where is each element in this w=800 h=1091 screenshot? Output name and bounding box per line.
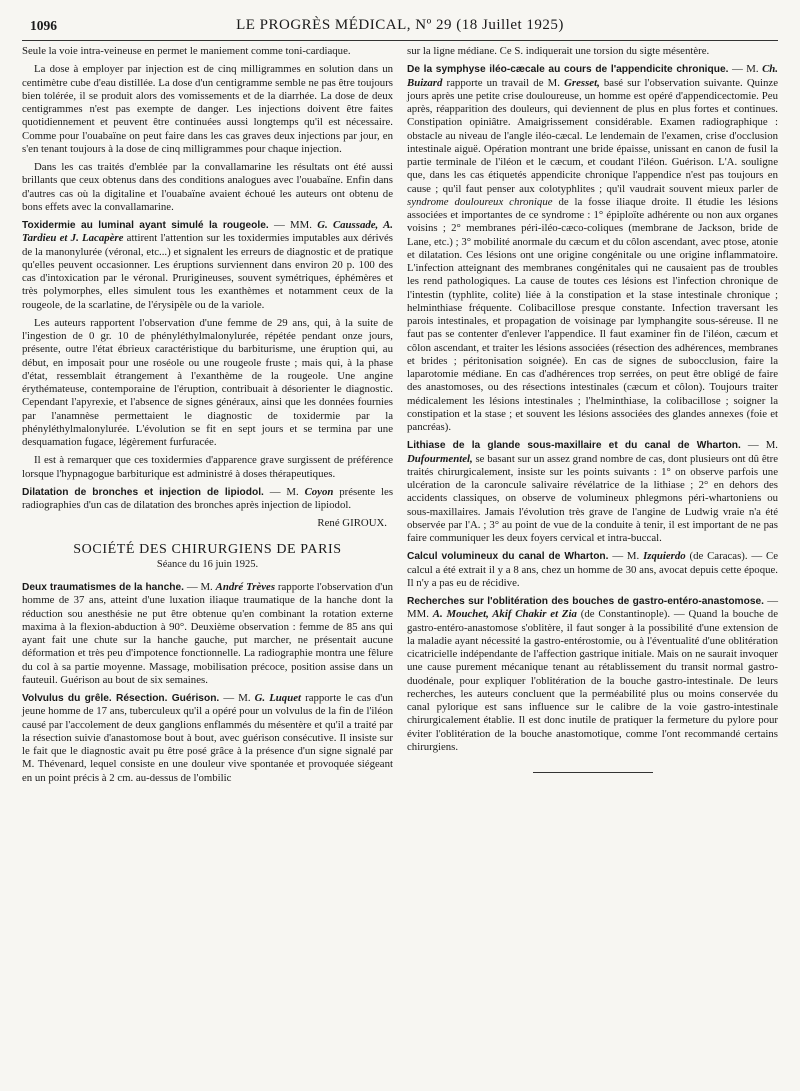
article-title: Toxidermie au luminal ayant simulé la rougeole.	[22, 220, 269, 231]
article-lithiase: Lithiase de la glande sous-maxillaire et du canal de Wharton. — M. Dufourmentel, se basant sur un assez grand nombre de cas, dont plusieurs ont dû être traités chirurgicalement, insiste sur les points suivants : 1° on observe parfois une ulcération de la caroncule salivaire révélatrice de la lithiase ; 2° en dehors des accidents classiques, on observe de volumineux phlegmons péri-whartoniens ou sous-maxillaires. Jamais l'évolution très grave de l'angine de Ludwig vraie n'a été observée par l'A. ; 3° au point de vue de la conduite à tenir, il est important de ne pas faire communiquer les deux foyers cervical et intra-buccal.	[407, 439, 779, 544]
article-text: (de Caracas). — Ce calcul a été extrait il y a 8 ans, chez un homme de 30 ans, avocat depuis cette époque. Il n'y a pas eu de récidive.	[407, 550, 779, 589]
article-authors: G. Caussade, A. Tardieu et J. Lacapère	[22, 219, 393, 245]
article-text: rapporte le cas d'un jeune homme de 17 ans, tuberculeux qu'il a opéré pour un volvulus de la fin de l'iléon causé par l'accolement de deux ganglions enflammés du mésentère et qu'il a traité par la résection suivie d'anastomose bout à bout, avec guérison consécutive. Il insiste sur le fait que le diagnostic avait pu être posé grâce à la présence d'un signe signalé par M. Thévenard, lequel consiste en une douleur vive spontanée et provoquée siégeant en un point précis à 2 cm. au-dessus de l'ombilic	[22, 692, 394, 784]
article-recherches: Recherches sur l'oblitération des bouches de gastro-entéro-anastomose. — MM. A. Mouchet, Akif Chakir et Zia (de Constantinople). — Quand la bouche de gastro-entéro-anastomose s'oblitère, il faut songer à la possibilité d'une extension de la maladie ayant nécessité la gastro-entérostomie, ou à l'éventualité d'une oblitération cicatricielle indépendante de l'affection gastrique initiale. Mais on ne saurait invoquer une cause purement mécanique tenant au rétablissement du transit normal gastro-duodénale, pour expliquer l'oblitération de la bouche gastro-intestinale. De leurs recherches, les auteurs concluent que la perméabilité plus ou moins conservée du canal pylorique est sans influence sur le calibre de la voie gastro-intestinale chirurgicalement établie. Il est donc inutile de pratiquer la fermeture du pylore pour éviter l'oblitération de la bouche anastomotique, comme l'ont recommandé certains chirurgiens.	[407, 595, 778, 753]
signature: René GIROUX.	[317, 517, 387, 530]
article-authors: Gresset,	[564, 76, 600, 89]
cases-paragraph: Dans les cas traités d'emblée par la convallamarine les résultats ont été aussi brillants que ceux obtenus dans des conditions analogues avec l'ouabaïne. Enfin dans d'autres cas où la digitaline et l'ouabaïne avaient échoué les auteurs ont obtenu de bons effets avec la convallamarine.	[22, 161, 393, 213]
article-text: présente les radiographies d'un cas de dilatation des bronches après injection de lipiodol.	[22, 485, 394, 511]
article-title: Lithiase de la glande sous-maxillaire et du canal de Wharton.	[407, 440, 741, 452]
society-title: SOCIÉTÉ DES CHIRURGIENS DE PARIS	[73, 541, 342, 557]
article-title: De la symphyse iléo-cæcale au cours de l'appendicite chronique.	[407, 64, 729, 76]
article-authors: Dufourmentel,	[407, 452, 473, 465]
article-text: de la fosse iliaque droite. Il étudie les lésions associées et importantes de ce syndrome : 1° épiploïte adhérente ou non aux organes voisins ; 2° membranes péri-iléo-cæco-coliques (membrane de Jackson, bride de Lane, etc.) ; 3° mobilité anormale du cæcum et du côlon ascendant, avec ptose, atonie et dilatation. Ces lésions ont une origine congénitale ou une origine inflammatoire. L'infection atteignant des membranes congénitales qui ne causaient pas de troubles les rend pathologiques. La cause de toutes ces lésions est l'infection chronique de l'intestin (typhlite, colite) liée à la constipation et la stase intestinale chronique ; helminthiase fréquente. Colibacillose presque constante. Infection traversant les parois intestinales, et propagation de voisinage par lymphangite sous-séreuse. Il ne faut pas se contenter d'enlever l'appendice. Il faut examiner fin de l'iléon, cæcum et côlon ascendant, et traiter les lésions associées (résection des adhérences, membranes et brides ; péritonisation soignée). En cas de signes de subocclusion, faire la laparotomie médiane. En cas d'adhérences trop serrées, on peut être obligé de faire des anastomoses, ou des résections intestinales (cæcum et côlon). Toujours traiter médicalement les lésions intestinales ; l'helminthiase, la colibacillose ; soigner la constipation et la stase ; et souvent les lésions associées des glandes annexes (foie et pancréas).	[407, 195, 778, 433]
journal-title: LE PROGRÈS MÉDICAL, Nº 29 (18 Juillet 1925)	[236, 17, 564, 33]
article-authors: Coyon	[304, 485, 334, 498]
page-number: 1096	[30, 18, 57, 33]
intro-continuation: Seule la voie intra-veineuse en permet le maniement comme toni-cardiaque.	[22, 45, 351, 57]
article-title: Deux traumatismes de la hanche.	[22, 582, 184, 593]
article-authors: A. Mouchet, Akif Chakir et Zia	[432, 608, 577, 621]
article-title: Calcul volumineux du canal de Wharton.	[407, 551, 609, 563]
article-volvulus: Volvulus du grêle. Résection. Guérison. — M. G. Luquet rapporte le cas d'un jeune homme de 17 ans, tuberculeux qu'il a opéré pour un volvulus de la fin de l'iléon causé par l'accolement de deux ganglions enflammés du mésentère et qu'il a traité par la résection suivie d'anastomose bout à bout, avec guérison consécutive. Il insiste sur le fait que le diagnostic avait pu être posé grâce à la présence d'un signe signalé par M. Thévenard, lequel consiste en une douleur vive spontanée et provoquée siégeant en un point précis à 2 cm. au-dessus de l'ombilic	[22, 692, 394, 784]
article-toxidermie: Toxidermie au luminal ayant simulé la rougeole. — MM. G. Caussade, A. Tardieu et J. Lacapère attirent l'attention sur les toxidermies imputables aux dérivés de la manonylurée (véronal, etc...) et signalent les erreurs de diagnostic et de pratique qu'elles peuvent occasionner. Les éruptions surviennent dans environ 20 p. 100 des cas d'intoxication par le véronal. Prurigineuses, souvent symétriques, éphémères et très polymorphes, elles simulent tous les exanthèmes et notamment ceux de la rougeole, de la scarlatine, de l'érysipèle ou de la variole.	[22, 219, 393, 311]
dose-paragraph: La dose à employer par injection est de cinq milligrammes en solution dans un centimètre cube d'eau distillée. La dose d'un centigramme semble ne pas être toujours bien tolérée, il se produit alors des vomissements et de la diarrhée. La dose de deux centigrammes n'est pas exempte de danger. Les injections doivent être faites quotidiennement et peuvent être continuées aussi longtemps qu'il est nécessaire. Comme pour l'ouabaïne on peut faire dans les cas graves deux injections par jour, en s'en tenant toujours à la dose de cinq milligrammes pour chaque injection.	[22, 63, 393, 155]
article-title: Dilatation de bronches et injection de lipiodol.	[22, 486, 264, 498]
article-text: basé sur l'observation suivante. Quinze jours après une petite crise douloureuse, un homme est opéré d'appendicectomie. Peu après, réapparition des douleurs, qui deviennent de plus en plus fortes et continues. Constipation opiniâtre. Amaigrissement considérable. Examen radiographique : obstacle au niveau de l'angle iléo-cæcal. Le lendemain de l'examen, crise d'occlusion intestinale aiguë. Opération montrant une bride épaisse, unissant en canon de fusil la partie terminale de l'iléon et le cæcum, et coudant l'iléon. Guérison. L'A. souligne que, dans les cas étiquetés appendicite chronique l'appendice n'est pas toujours en cause ; qu'il faut penser aux colotyphlites ; qu'il vaudrait souvent mieux parler de	[407, 76, 779, 195]
article-title: Volvulus du grêle. Résection. Guérison.	[22, 693, 220, 704]
article-authors: André Trèves	[215, 581, 276, 593]
article-authors: G. Luquet	[254, 692, 301, 704]
article-text: attirent l'attention sur les toxidermies imputables aux dérivés de la manonylurée (véronal, etc...) et signalent les erreurs de diagnostic et de pratique qu'elles peuvent occasionner. Les éruptions surviennent dans environ 20 p. 100 des cas d'intoxication par le véronal. Prurigineuses, souvent symétriques, éphémères et très polymorphes, elles simulent tous les exanthèmes et notamment ceux de la rougeole, de la scarlatine, de l'érysipèle ou de la variole.	[22, 232, 393, 311]
article-title: Recherches sur l'oblitération des bouches de gastro-entéro-anastomose.	[407, 596, 764, 607]
syndrome-term: syndrome douloureux chronique	[407, 195, 553, 208]
article-authors: Ch. Buizard	[407, 63, 778, 89]
article-hanche: Deux traumatismes de la hanche. — M. André Trèves rapporte l'observation d'un homme de 37 ans, atteint d'une luxation iliaque traumatique de la hanche dont la réduction sou anesthésie ne put être obtenue qu'en combinant la rotation externe maxima à la flexion-abduction à 90°. Deuxième observation : femme de 85 ans qui ayant fait une chute sur la hanche gauche, put marcher, ne présentait aucune déformation et très peu d'impotence fonctionnelle. La radiographie montra une fêlure du col à sa partie moyenne. Massage, mobilisation précoce, position assise dans un fauteuil. Guérison au bout de six semaines.	[22, 581, 394, 686]
page-header	[22, 14, 778, 41]
volvulus-continuation: sur la ligne médiane. Ce S. indiquerait une torsion du sigte mésentère.	[407, 45, 710, 57]
toxidermie-conclusion: Il est à remarquer que ces toxidermies d'apparence grave surgissent de préférence lorsque l'hypnagogue barbiturique est administré à doses thérapeutiques.	[22, 454, 393, 480]
article-calcul: Calcul volumineux du canal de Wharton. — M. Izquierdo (de Caracas). — Ce calcul a été extrait il y a 8 ans, chez un homme de 30 ans, avocat depuis cette époque. Il n'y a pas eu de récidive.	[407, 550, 779, 589]
right-column	[407, 45, 778, 790]
article-symphyse: De la symphyse iléo-cæcale au cours de l'appendicite chronique. — M. Ch. Buizard rapporte un travail de M. Gresset, basé sur l'observation suivante. Quinze jours après une petite crise douloureuse, un homme est opéré d'appendicectomie. Peu après, réapparition des douleurs, qui deviennent de plus en plus fortes et continues. Constipation opiniâtre. Amaigrissement considérable. Examen radiographique : obstacle au niveau de l'angle iléo-cæcal. Le lendemain de l'examen, crise d'occlusion intestinale aiguë. Opération montrant une bride épaisse, unissant en canon de fusil la partie terminale de l'iléon et le cæcum, et coudant l'iléon. Guérison. L'A. souligne que, dans les cas étiquetés appendicite chronique l'appendice n'est pas toujours en cause ; qu'il faut penser aux colotyphlites ; qu'il vaudrait souvent mieux parler de syndrome douloureux chronique de la fosse iliaque droite. Il étudie les lésions associées et importantes de ce syndrome : 1° épiploïte adhérente ou non aux organes voisins ; 2° membranes péri-iléo-cæco-coliques (membrane de Jackson, bride de Lane, etc.) ; 3° mobilité anormale du cæcum et du côlon ascendant, avec ptose, atonie et dilatation. Ces lésions ont une origine congénitale ou une origine inflammatoire. L'infection atteignant des membranes congénitales qui ne causaient pas de troubles les rend pathologiques. La cause de toutes ces lésions est l'infection chronique de l'intestin (typhlite, colite) liée à la constipation et la stase intestinale chronique ; helminthiase fréquente. Colibacillose presque constante. Infection traversant les parois intestinales, et propagation de voisinage par lymphangite sous-séreuse. Il ne faut pas se contenter d'enlever l'appendice. Il faut examiner fin de l'iléon, cæcum et côlon ascendant, et traiter les lésions associées (résection des adhérences, membranes et brides ; péritonisation soignée). En cas de signes de subocclusion, faire la laparotomie médiane. En cas d'adhérences trop serrées, on peut être obligé de faire des anastomoses, ou des résections intestinales (cæcum et côlon). Toujours traiter médicalement les lésions intestinales ; l'helminthiase, la colibacillose ; soigner la constipation et la stase ; et souvent les lésions associées des glandes annexes (foie et pancréas).	[407, 63, 779, 433]
two-column-body	[22, 45, 778, 790]
left-column	[22, 45, 393, 790]
toxidermie-case: Les auteurs rapportent l'observation d'une femme de 29 ans, qui, à la suite de l'ingestion de 0 gr. 10 de phényléthylmalonylurée, répétée pendant onze jours, présente, outre l'état ébrieux caractéristique du barbiturisme, une éruption qui, au début, en imposait pour une roséole ou une rougeole fruste ; mais qui, à la phase d'état, ressemblait étrangement à l'exanthème de la rougeole. Une angine érythémateuse, contemporaine de l'éruption, contribuait à désorienter le diagnostic. Cependant l'apyrexie, et l'absence de signes généraux, ainsi que les données fournies par l'anamnèse permettaient le diagnostic de toxidermie par la phényléthylmalonylurée. L'évolution se fit en sept jours et se termina par une desquamation fugace, légèrement furfuracée.	[22, 316, 393, 448]
article-text: se basant sur un assez grand nombre de cas, dont plusieurs ont dû être traités chirurgicalement, insiste sur les points suivants : 1° on observe parfois une ulcération de la caroncule salivaire révélatrice de la lithiase ; 2° en dehors des accidents classiques, on observe de volumineux phlegmons péri-whartoniens ou sous-maxillaires. Jamais l'évolution très grave de l'angine de Ludwig vraie n'a été observée par l'A. ; 3° au point de vue de la conduite à tenir, il est important de ne pas faire communiquer les deux foyers cervical et intra-buccal.	[407, 452, 779, 544]
session-date: Séance du 16 juin 1925.	[156, 558, 259, 570]
article-dilatation: Dilatation de bronches et injection de lipiodol. — M. Coyon présente les radiographies d'un cas de dilatation des bronches après injection de lipiodol.	[22, 485, 394, 511]
article-text: rapporte l'observation d'un homme de 37 ans, atteint d'une luxation iliaque traumatique de la hanche dont la réduction sou anesthésie ne put être obtenue qu'en combinant la rotation externe maxima à la flexion-abduction à 90°. Deuxième observation : femme de 85 ans qui ayant fait une chute sur la hanche gauche, put marcher, ne présentait aucune déformation et très peu d'impotence fonctionnelle. La radiographie montra une fêlure du col à sa partie moyenne. Massage, mobilisation précoce, position assise dans un fauteuil. Guérison au bout de six semaines.	[22, 581, 394, 686]
article-text: (de Constantinople). — Quand la bouche de gastro-entéro-anastomose s'oblitère, il faut songer à la possibilité d'une extension de la maladie ayant nécessité la gastro-entérostomie, ou à l'éventualité d'une oblitération cicatricielle indépendante de l'affection gastrique initiale. Mais on ne saurait invoquer une cause purement mécanique tenant au rétablissement du transit normal gastro-duodénale, pour expliquer l'oblitération de la bouche gastro-intestinale. De leurs recherches, les auteurs concluent que la perméabilité plus ou moins conservée du canal pylorique est sans influence sur le calibre de la voie gastro-intestinale chirurgicalement établie. Il est donc inutile de pratiquer la fermeture du pylore pour éviter l'oblitération de la bouche anastomotique, comme l'ont recommandé certains chirurgiens.	[407, 608, 778, 753]
end-rule	[533, 772, 653, 773]
article-authors: Izquierdo	[643, 550, 686, 563]
